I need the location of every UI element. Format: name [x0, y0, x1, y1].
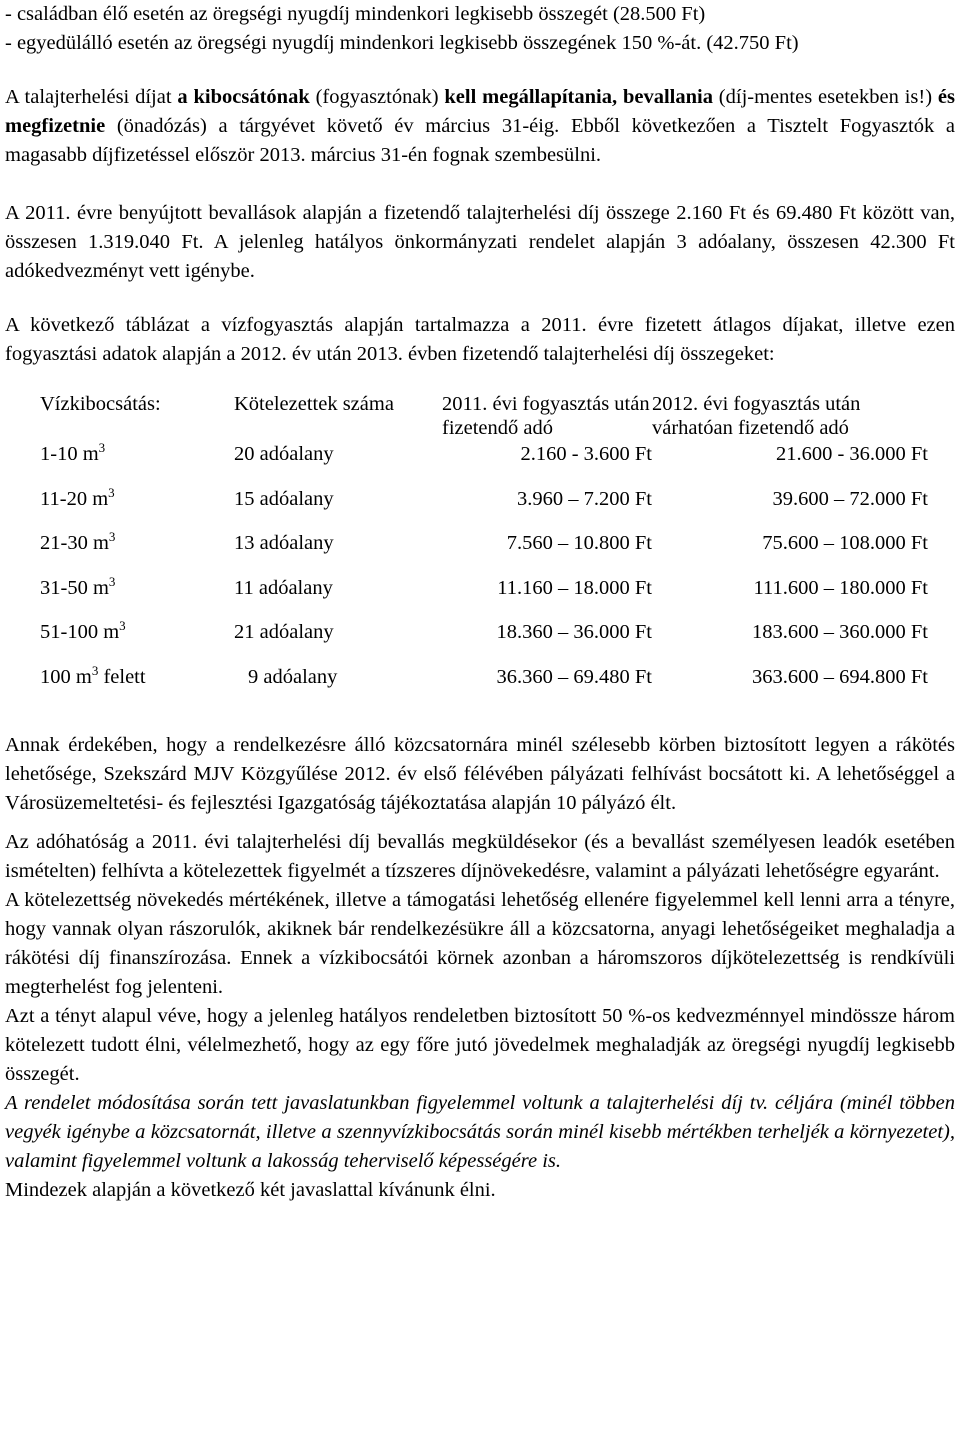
table-row: 1-10 $m^3$ 20 adóalany 2.160 - 3.600 Ft 21.600 - 36.000 Ft	[40, 440, 928, 465]
header-tax-2011: 2011. évi fogyasztás után fizetendő adó	[442, 393, 650, 439]
table-header-row	[36, 392, 928, 442]
table-row: 31-50 $m^3$ 11 adóalany 11.160 – 18.000 Ft 111.600 – 180.000 Ft	[40, 573, 928, 599]
intro-bullets	[5, 0, 955, 58]
document-page	[5, 0, 955, 1205]
paragraph-amendment: A rendelet módosítása során tett javaslatunkban figyelemmel voltunk a talajterhelési díj tv. céljára (minél többen vegyék igénybe a közcsatornát, illetve a szennyvízkibocsátás során minél kisebb mértékben terheljék a környezetet), valamint figyelemmel voltunk a lakosság teherviselő képességére is.	[5, 1092, 955, 1172]
header-discharge: Vízkibocsátás:	[40, 393, 161, 415]
paragraph-discount: Azt a tényt alapul véve, hogy a jelenleg hatályos rendeletben biztosított 50 %-os kedvezménnyel mindössze három kötelezett tudott élni, vélelmezhető, hogy az egy főre jutó jövedelmek meghaladják az öregségi nyugdíj legkisebb összegét.	[5, 1005, 955, 1085]
paragraph-needy: A kötelezettség növekedés mértékének, illetve a támogatási lehetőség ellenére figyelemmel kell lenni arra a tényre, hogy vannak olyan rászorulók, akiknek bár rendelkezésükre áll a közcsatorna, anyagi lehetőségeiket meghaladja a rákötési díj finanszírozása. Ennek a vízkibocsátói körnek azonban a háromszoros díjkötelezettség is rendkívüli megterhelést fog jelenteni.	[5, 889, 955, 998]
table-row: 100 $m^3$ felett 9 adóalany 36.360 – 69.480 Ft 363.600 – 694.800 Ft	[40, 662, 928, 688]
paragraph-table-intro: A következő táblázat a vízfogyasztás alapján tartalmazza a 2011. évre fizetett átlagos díjakat, illetve ezen fogyasztási adatok alapján a 2012. év után 2013. évben fizetendő talajterhelési díj összegeket:	[5, 314, 955, 365]
fee-table	[36, 392, 928, 709]
bullet-item: - családban élő esetén az öregségi nyugdíj mindenkori legkisebb összegét (28.500 Ft)	[5, 3, 706, 25]
paragraph-fee-obligation: A talajterhelési díjat a kibocsátónak (fogyasztónak) kell megállapítania, bevallania (díj-mentes esetekben is!) és megfizetnie (önadózás) a tárgyévet követő év március 31-éig. Ebből következően a Tisztelt Fogyasztók a magasabb díjfizetéssel először 2013. március 31-én fognak szembesülni.	[5, 86, 955, 166]
table-row: 51-100 $m^3$ 21 adóalany 18.360 – 36.000 Ft 183.600 – 360.000 Ft	[40, 618, 928, 643]
paragraph-2011-returns: A 2011. évre benyújtott bevallások alapján a fizetendő talajterhelési díj összege 2.160 Ft és 69.480 Ft között van, összesen 1.319.040 Ft. A jelenleg hatályos önkormányzati rendelet alapján 3 adóalany, összesen 42.300 Ft adókedvezményt vett igénybe.	[5, 202, 955, 282]
header-obligors: Kötelezettek száma	[234, 393, 394, 415]
paragraph-conclusion: Mindezek alapján a következő két javaslattal kívánunk élni.	[5, 1179, 496, 1201]
header-tax-2012: 2012. évi fogyasztás után várhatóan fizetendő adó	[652, 393, 861, 439]
paragraph-sewer-tender: Annak érdekében, hogy a rendelkezésre álló közcsatornára minél szélesebb körben biztosított legyen a rákötés lehetősége, Szekszárd MJV Közgyűlése 2012. év első félévében pályázati felhívást bocsátott ki. A lehetőséggel a Városüzemeltetési- és fejlesztési Igazgatóság tájékoztatása alapján 10 pályázó élt.	[5, 734, 955, 814]
table-row: 21-30 $m^3$ 13 adóalany 7.560 – 10.800 Ft 75.600 – 108.000 Ft	[40, 529, 928, 554]
table-row: 11-20 $m^3$ 15 adóalany 3.960 – 7.200 Ft 39.600 – 72.000 Ft	[40, 484, 928, 510]
paragraph-tax-authority: Az adóhatóság a 2011. évi talajterhelési díj bevallás megküldésekor (és a bevallást személyesen leadók esetében ismételten) felhívta a kötelezettek figyelmét a tízszeres díjnövekedésre, valamint a pályázati lehetőségre egyaránt.	[5, 831, 955, 882]
bullet-item: - egyedülálló esetén az öregségi nyugdíj mindenkori legkisebb összegének 150 %-át. (42.750 Ft)	[5, 32, 799, 54]
